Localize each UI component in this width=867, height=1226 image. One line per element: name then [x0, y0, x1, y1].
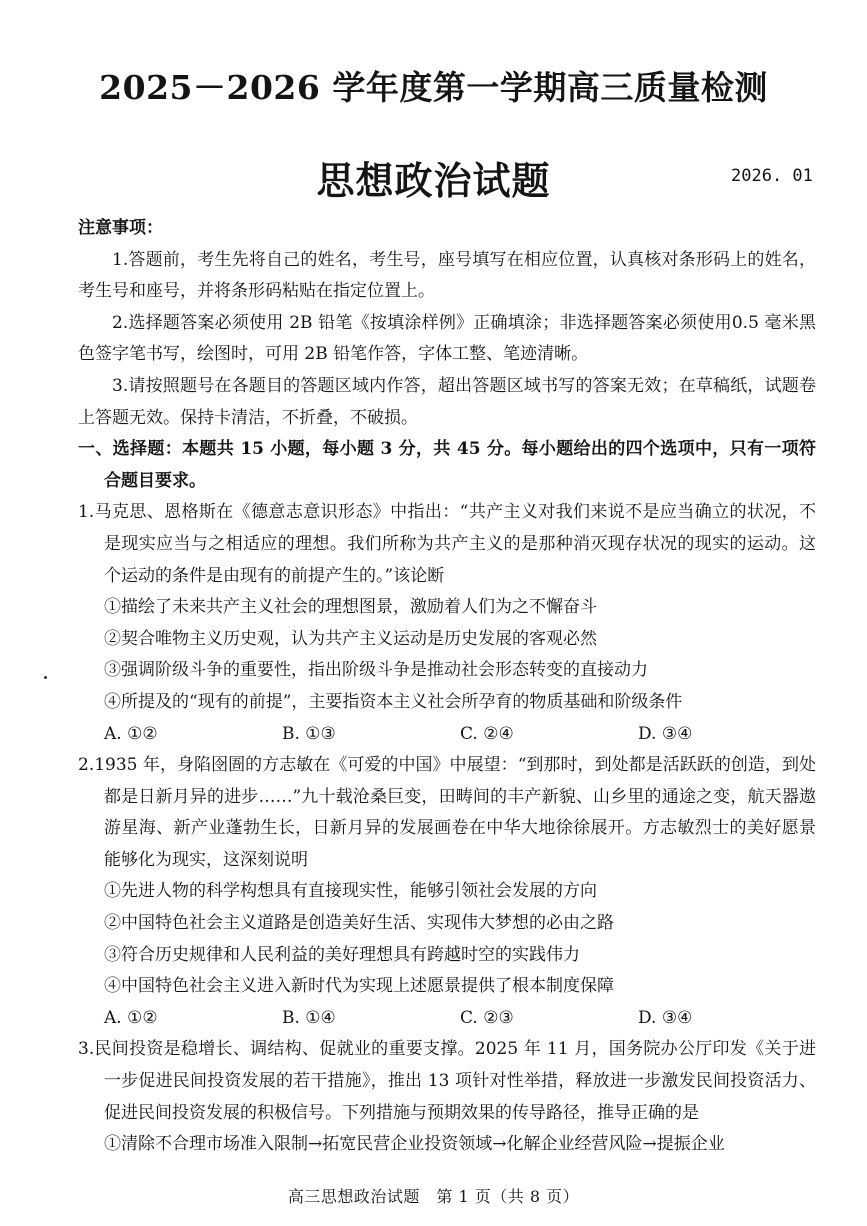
question-3: [78, 1034, 816, 1160]
question-statement: ①描绘了未来共产主义社会的理想图景，激励着人们为之不懈奋斗: [104, 597, 597, 618]
question-statement: ③强调阶级斗争的重要性，指出阶级斗争是推动社会形态转变的直接动力: [104, 660, 648, 681]
question-stem: 3.民间投资是稳增长、调结构、促就业的重要支撑。2025 年 11 月，国务院办公厅印发《关于进一步促进民间投资发展的若干措施》，推出 13 项针对性举措，释放进一步激发民间投资活力、促进民间投资发展的积极信号。下列措施与预期效果的传导路径，推导正确的是: [78, 1039, 816, 1123]
question-statement: ②契合唯物主义历史观，认为共产主义运动是历史发展的客观必然: [104, 628, 597, 649]
question-statement: ④所提及的“现有的前提”，主要指资本主义社会所孕育的物质基础和阶级条件: [104, 691, 683, 712]
question-stem: 2.1935 年，身陷囹圄的方志敏在《可爱的中国》中展望：“到那时，到处都是活跃跃的创造，到处都是日新月异的进步……”九十载沧桑巨变，田畴间的丰产新貌、山乡里的通途之变，航天器遨游星海、新产业蓬勃生长，日新月异的发展画卷在中华大地徐徐展开。方志敏烈士的美好愿景能够化为现实，这深刻说明: [78, 755, 816, 870]
question-2: [78, 750, 816, 1034]
page-footer: 高三思想政治试题 第 1 页（共 8 页）: [287, 1187, 580, 1206]
choice-b: B. ①④: [282, 1007, 336, 1028]
question-statement: ③符合历史规律和人民利益的美好理想具有跨越时空的实践伟力: [104, 944, 580, 965]
choice-a: A. ①②: [104, 723, 158, 744]
question-statement: ④中国特色社会主义进入新时代为实现上述愿景提供了根本制度保障: [104, 976, 614, 997]
question-stem: 1.马克思、恩格斯在《德意志意识形态》中指出：“共产主义对我们来说不是应当确立的状况，不是现实应当与之相适应的理想。我们所称为共产主义的是那种消灭现存状况的现实的运动。这个运动的条件是由现有的前提产生的。”该论断: [78, 502, 816, 586]
choice-a: A. ①②: [104, 1007, 158, 1028]
question-1: [78, 497, 816, 750]
answer-choices: [78, 719, 816, 751]
notice-heading: 注意事项：: [78, 218, 163, 238]
exam-date: 2026. 01: [731, 166, 813, 186]
question-statement: ①先进人物的科学构想具有直接现实性，能够引领社会发展的方向: [104, 881, 597, 902]
choice-d: D. ③④: [638, 723, 693, 744]
subject-title: 思想政治试题: [316, 159, 551, 203]
subject-row: [0, 150, 867, 203]
notice-item: 1.答题前，考生先将自己的姓名，考生号，座号填写在相应位置，认真核对条形码上的姓名，考生号和座号，并将条形码粘贴在指定位置上。: [78, 249, 816, 302]
choice-d: D. ③④: [638, 1007, 693, 1028]
choice-c: C. ②③: [460, 1007, 514, 1028]
scan-speck: [44, 676, 47, 679]
choice-c: C. ②④: [460, 723, 514, 744]
question-statement: ②中国特色社会主义道路是创造美好生活、实现伟大梦想的必由之路: [104, 913, 614, 934]
answer-choices: [78, 1003, 816, 1035]
notice-item: 3.请按照题号在各题目的答题区域内作答，超出答题区域书写的答案无效；在草稿纸，试题卷上答题无效。保持卡清洁，不折叠，不破损。: [78, 375, 816, 428]
question-statement: ①清除不合理市场准入限制→拓宽民营企业投资领域→化解企业经营风险→提振企业: [104, 1134, 725, 1155]
section-heading: 一、选择题：本题共 15 小题，每小题 3 分，共 45 分。每小题给出的四个选项中，只有一项符合题目要求。: [78, 439, 816, 491]
notice-item: 2.选择题答案必须使用 2B 铅笔《按填涂样例》正确填涂；非选择题答案必须使用0.5 毫米黑色签字笔书写，绘图时，可用 2B 铅笔作答，字体工整、笔迹清晰。: [78, 312, 816, 365]
choice-b: B. ①③: [282, 723, 336, 744]
page-body: [78, 213, 816, 1161]
exam-title: 2025－2026 学年度第一学期高三质量检测: [99, 68, 768, 107]
